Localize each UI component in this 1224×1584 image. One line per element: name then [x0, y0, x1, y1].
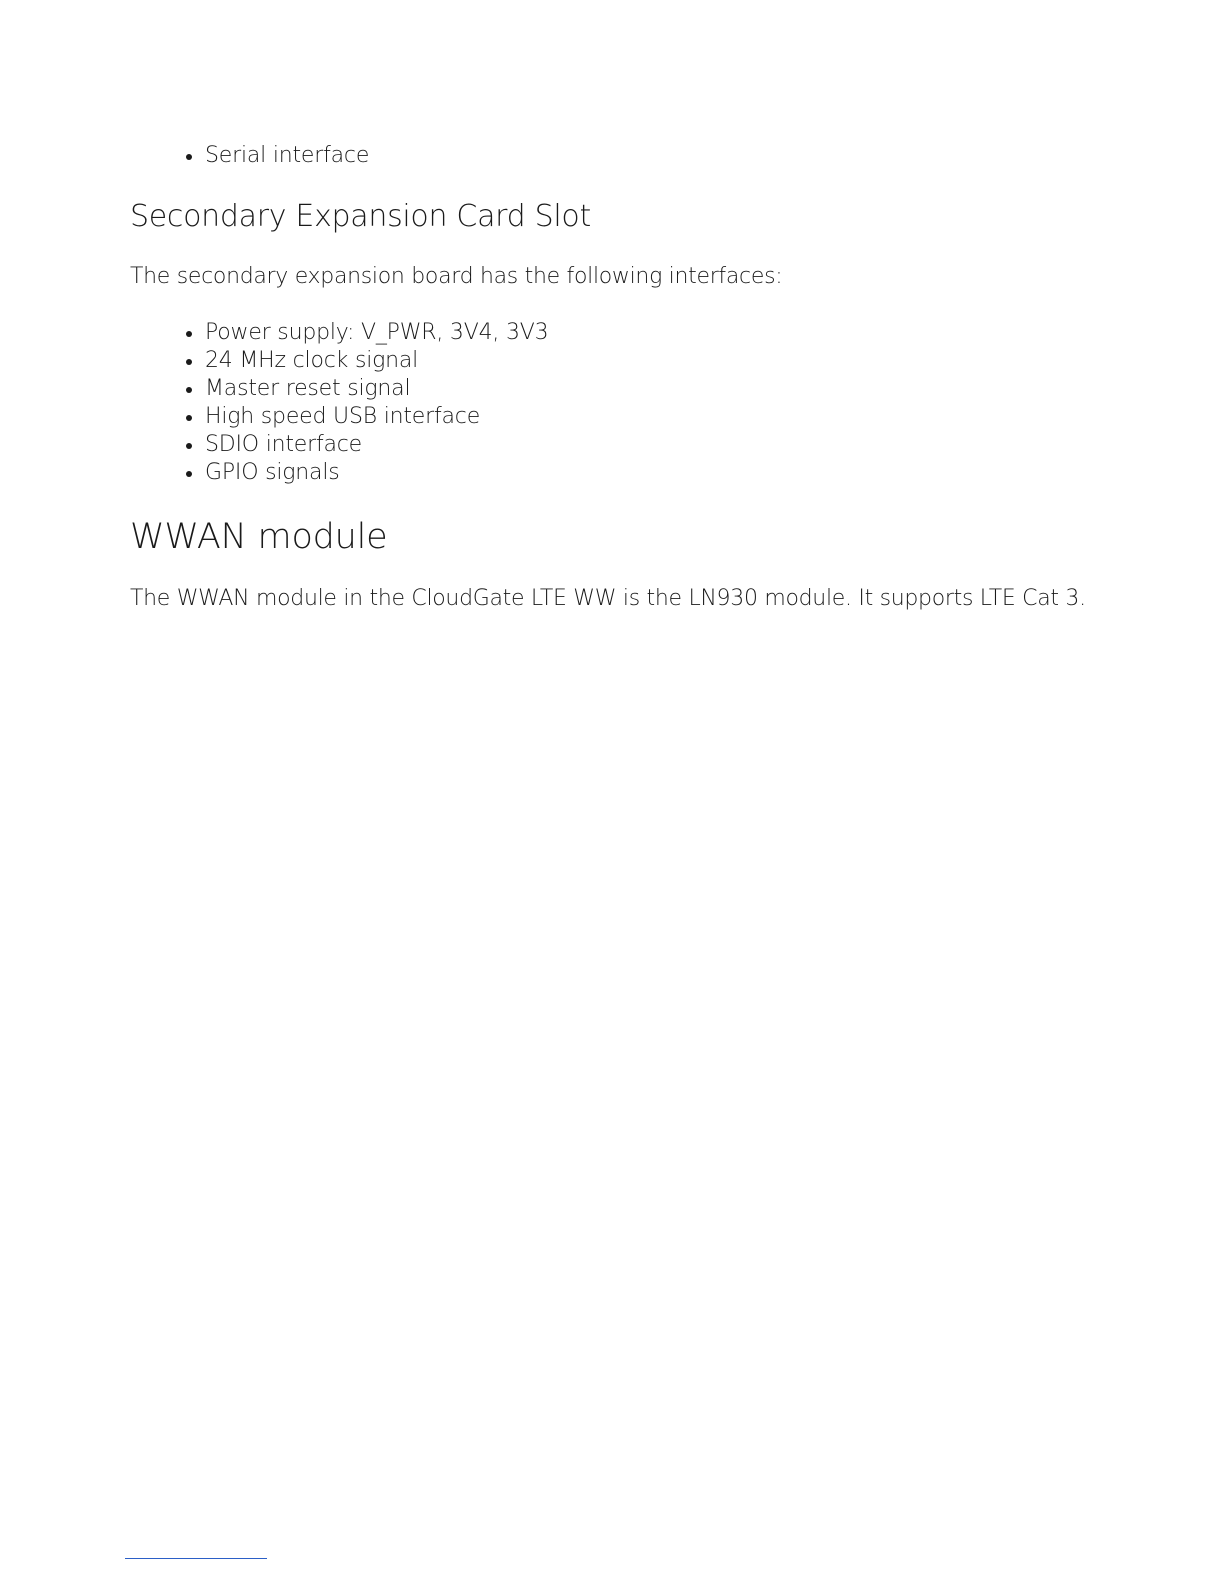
list-item — [186, 431, 548, 459]
bullet-icon — [186, 359, 192, 365]
list-item — [186, 142, 369, 170]
list-item — [186, 347, 548, 375]
list-item — [186, 403, 548, 431]
bullet-list-previous — [186, 142, 369, 170]
footnote-separator — [125, 1558, 267, 1559]
wwan-paragraph: The WWAN module in the CloudGate LTE WW is the LN930 module. It supports LTE Cat 3. — [130, 586, 1086, 611]
section-heading-wwan-module: WWAN module — [130, 517, 388, 557]
list-item — [186, 375, 548, 403]
bullet-icon — [186, 471, 192, 477]
list-item-text: Master reset signal — [205, 376, 411, 401]
list-item-text: SDIO interface — [205, 432, 363, 457]
bullet-icon — [186, 443, 192, 449]
section-heading-secondary-expansion: Secondary Expansion Card Slot — [130, 199, 591, 234]
bullet-icon — [186, 331, 192, 337]
list-item-text: GPIO signals — [205, 460, 340, 485]
bullet-icon — [186, 154, 192, 160]
list-item-text: Power supply: V_PWR, 3V4, 3V3 — [205, 320, 549, 345]
list-item-text: High speed USB interface — [205, 404, 481, 429]
list-item-text: Serial interface — [205, 143, 370, 168]
list-item-text: 24 MHz clock signal — [205, 348, 419, 373]
bullet-list-interfaces — [186, 319, 548, 487]
list-item — [186, 319, 548, 347]
bullet-icon — [186, 415, 192, 421]
bullet-icon — [186, 387, 192, 393]
section-intro-paragraph: The secondary expansion board has the following interfaces: — [130, 264, 783, 289]
list-item — [186, 459, 548, 487]
